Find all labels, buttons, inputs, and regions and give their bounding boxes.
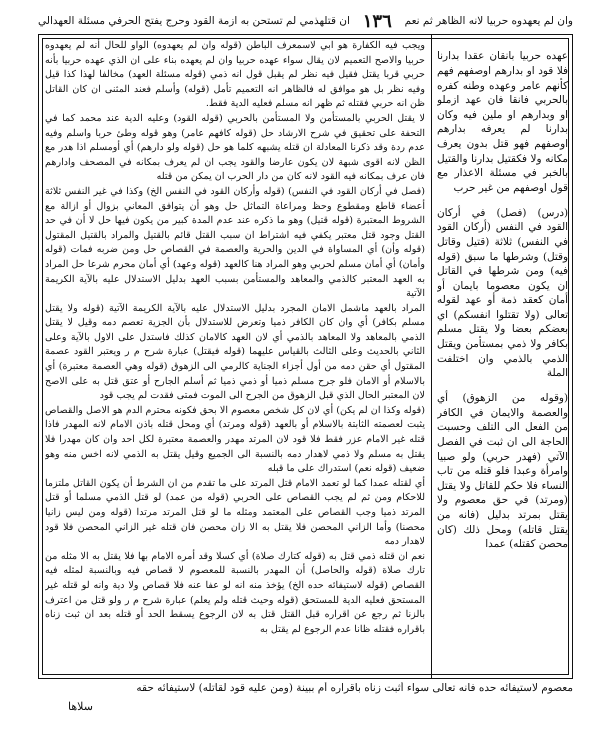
matn-side-column [437, 39, 568, 674]
header-left-text: ان قتلهذمي لم تستحن به ازمة القود وحرج يفتح الحرفي مسئلة العهدالي [38, 15, 350, 27]
main-paragraph: ويجب فيه الكفارة هو ابي لاسمعرف الباطن (قوله وان لم يعهدوه) الواو للحال أنه لم يعهدوه حربيا والاصح التعميم لان يقال سواء عهده حربيا وان لم يعهده بناء على ان الذي عهده حربيا بأنه حربي قربا يقتل فقيل فيه نظر لم يقبل قول انه ذمي (قوله مسئلة العهد) مخالفا لهذا كذا قيل وفيه نظر بل هو موافق له فالظاهر انه التعميم تأمل (قوله) وأسلم فعند المثنى ان كان القاتل ظن انه حربي فقتله ثم ظهر انه مسلم فعليه الدية فقط. [45, 40, 425, 110]
main-paragraph: لا يقتل الحربي بالمستأمن ولا المستأمن بالحربي (قوله القود) وعليه الدية عند محمد كما في التحفة على تحقيق في شرح الارشاد حل (قوله كافهم عامر) وهو قوله وطئ حربا واسلم وفيه عدم ردة وقد ذكرنا المعادلة ان قتله يشبهه كلما هو حل (قوله ولو دارهم) أي أومسلم اذا هدر مع الظن لانه اقوى شبهة لان يكون عارضا والقود يجب ان لم يعرف بمكانه في المصحف وادارهم فان عرف بمكانه فيه القود لانه كان من دار الحرب ان يمكن من قتله [45, 112, 425, 183]
header-right-text: وان لم يعهدوه حربيا لانه الظاهر ثم نعم [404, 15, 573, 27]
page-header [38, 10, 573, 32]
text-frame [38, 34, 573, 679]
page-number: ١٣٦ [362, 10, 392, 32]
manuscript-page [38, 10, 573, 715]
main-paragraph: (قوله وكذا ان لم يكن) أي لان كل شخص معصوم الا بحق فكونه محترم الدم هو الاصل والقصاص يثبت لعصمته الثابتة بالاسلام أو بالعهد (قوله ومرتد) أي ومحل قتله باذن الامام لانه المهدر فاذا قتله غير الامام عزر فقط فلا قود لان المرتد مهدر والعصمة معتبرة لكل احد وان كان مهدرا فلا يقتل به مسلم ولا ذمي لاهدار دمه بالنسبة الى الجميع وقيل يقتل به الذمي لانه اخس منه وهو ضعيف (قوله نعم) استدراك على ما قبله [45, 404, 425, 475]
main-paragraph: نعم ان قتله ذمي قتل به (قوله كتارك صلاة) أي كسلا وقد أمره الامام بها فلا يقتل به الا مثله من تارك صلاة (قوله والحاصل) أن المهدر بالنسبة للمعصوم لا قصاص فيه وبالنسبة لمثله فيه القصاص (قوله لاستيفائه حده الخ) يؤخذ منه انه لو عفا عنه فلا قصاص ولا دية وانه لو قتله غير المستحق فعليه الدية للمستحق (قوله وحيث قتله ولم يعلم) عبارة شرح م ر ولو قتل من اعترف بالزنا ثم رجع عن اقراره قبل القتل قتل به لان الرجوع يسقط الحد أو قتله بعد ان ثبت زناه باقراره فقتله ظانا عدم الرجوع لم يقتل به [45, 550, 425, 635]
page-footer-line: معصوم لاستيفائه حده فانه تعالى سواء أثبت زناه باقراره أم ببينة (ومن عليه قود لقاتله) لاستيفائه حقه [136, 682, 573, 694]
column-divider [431, 35, 432, 678]
side-paragraph: عهده حربيا بانقان عقدا بدارنا فلا قود او بدارهم اوصفهم فهم كأنهم عامر وعهده وطنه كفره بالحربي فانقا فان عهد ازملو او وبدارهم او ملين فيه وكان بدارنا لم يعرفه بدارهم اوصفهم فهو قتل بدون يعرف مكانه ولا فكقتيل بدارنا والقتيل بالخبر في مسئلة الاعذار مع قول اوصفهم من غير حرب [437, 50, 568, 194]
catchword: سلاها [68, 700, 93, 713]
side-paragraph: (درس) (فصل) في أركان القود في النفس (أركان القود في النفس) ثلاثة (قتيل وقاتل وقتل) وشرطها ما سبق (قوله فيه) ومن شرطها في القاتل ان يكون معصوما بايمان أو أمان كعقد ذمة أو عهد لقوله تعالى (ولا تقتلوا انفسكم) اي بعضكم بعضا ولا يقتل مسلم بكافر ولا ذمي بمستأمن ويقتل الذمي بالذمي وان اختلفت الملة [437, 206, 568, 380]
main-paragraph: أي لقتله عمدا كما لو تعمد الامام قتل المرتد على ما تقدم من ان الشرط أن يكون القاتل ملتزما للاحكام ومن ثم لم يجب القصاص على الحربي (قوله من عمد) لو قتل الذمي مسلما أو قتل المرتد ذميا وجب القصاص على المعتمد ومثله ما لو قتل المرتد مرتدا (قوله ومن ليس زانيا محصنا) وأما الزاني المحصن فلا يقتل به الا زان محصن فان قتله غير الزاني المحصن فلا قود لاهدار دمه [45, 477, 425, 548]
main-paragraph: (فصل في أركان القود في النفس) (قوله وأركان القود في النفس الخ) وكذا في غير النفس ثلاثة أعضاء قاطع ومقطوع وحظ ومراعاة التماثل حل وهو أن يتوافق المعاني بزوال أو ازالة مع الشروط المعتبرة (قوله قتيل) وهو ما ذكره عند عدم المدة كبير من يكون فيها حل لا أن في حد القتل وجود قتل معتبر يكفي فيه اشتراط ان سبب القتل قائم بالقتيل والمراد بالقتيل المقتول (قوله وأن) أي المساواة في الدين والحرية والعصمة في القصاص حل ومن ضربه فمات (قوله وأمان) أي أمان مسلم لحربي وهو المراد هنا كالعهد (قوله وعهد) أي أمان محرم شرعا حل المراد به العهد المعتبر كالذمي والمعاهد والمستأمن بسبب العهد بدليل الاستدلال عليه بالآية الكريمة الآتية [45, 185, 425, 300]
main-paragraph: المراد بالعهد ماشمل الامان المجرد بدليل الاستدلال عليه بالآية الكريمة الآتية (قوله ولا يقتل مسلم بكافر) أي وان كان الكافر ذميا وتعرض للاستدلال بأن الجزية تعصم دمه وقيل لا يقتل الذمي بالمعاهد ولا المعاهد بالذمي أي لان العهد كالامان كذلك فاستدل على الاول بالآية وعلى الثاني بالحديث وعلى الثالث بالقياس عليهما (قوله فيقتل) عبارة شرح م ر ويعتبر القود عصمة المقتول أي حقن دمه من أول أجزاء الجناية كالرمي الى الزهوق (قوله وهي العصمة معتبرة) أي بالاسلام أو الامان فلو جرح مسلم ذميا أو ذمي ذميا ثم أسلم الجارح أو عتق قتل به على الاصح لان المعتبر الحال الذي قبل الزهوق من الجرح الى الموت فمتى فقدت لم يجب قود [45, 302, 425, 402]
side-paragraph: (وقوله من الزهوق) أي والعصمة والايمان في الكافر من الفعل الى التلف وحسبت الحاجة الى ان ثبت في الفصل الآتي (فهدر حربي) ولو صبيا وامرأة وعبدا فلو قتله من تاب النساء فلا حكم للقاتل ولا يقتل (ومرتد) في حق معصوم ولا يقتل بمرتد بدليل (فانه من يقتل قاتله) ومحل ذلك (كان محصن كقتله) عمدا [437, 392, 568, 551]
main-commentary-column [45, 39, 425, 674]
